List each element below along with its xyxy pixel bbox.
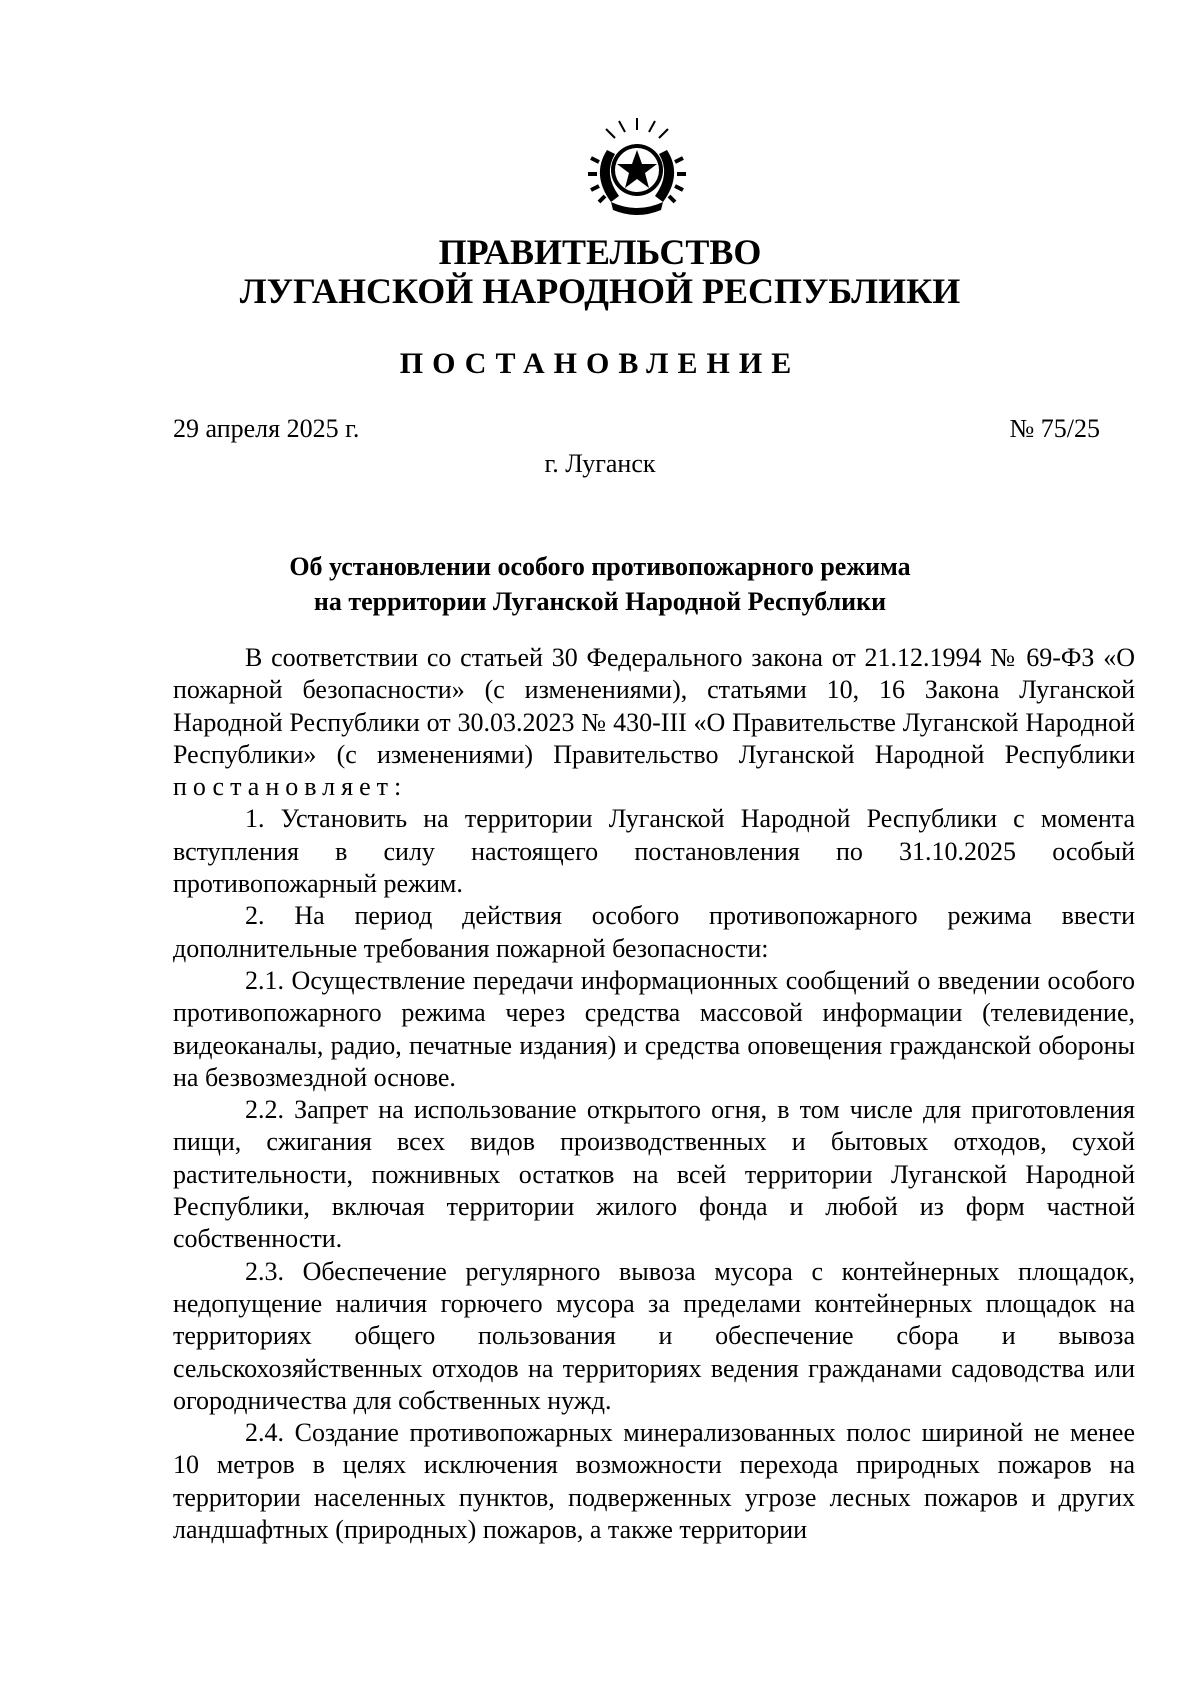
paragraph-1: 1. Установить на территории Луганской Народной Республики с момента вступления в силу настоящего постановления по 31.10.2025 особый противопожарный режим. (173, 804, 1135, 899)
paragraph-2-2: 2.2. Запрет на использование открытого огня, в том числе для приготовления пищи, сжигания всех видов производственных и бытовых отходов, сухой растительности, пожнивных остатков на всей территории Луганской Народной Республики, включая территории жилого фонда и любой из форм частной собственности. (173, 1095, 1135, 1254)
government-name-line2: ЛУГАНСКОЙ НАРОДНОЙ РЕСПУБЛИКИ (239, 271, 961, 311)
paragraph-2-3: 2.3. Обеспечение регулярного вывоза мусора с контейнерных площадок, недопущение наличия горючего мусора за пределами контейнерных площадок на территориях общего пользования и обеспечение сбора и вывоза сельскохозяйственных отходов на территориях ведения гражданами садоводства или огородничества для собственных нужд. (173, 1256, 1135, 1415)
paragraph-2: 2. На период действия особого противопожарного режима ввести дополнительные требования пожарной безопасности: (173, 901, 1135, 963)
title-line2: на территории Луганской Народной Республики (313, 587, 887, 616)
document-title (0, 549, 1200, 619)
preamble-text: В соответствии со статьей 30 Федерального закона от 21.12.1994 № 69-ФЗ «О пожарной безопасности» (с изменениями), статьями 10, 16 Закона Луганской Народной Республики от 30.03.2023 № 430-III «О Правительстве Луганской Народной Республики» (с изменениями) Правительство Луганской Народной Республики (173, 643, 1135, 769)
paragraph-2-4: 2.4. Создание противопожарных минерализованных полос шириной не менее 10 метров в целях исключения возможности перехода природных пожаров на территории населенных пунктов, подверженных угрозе лесных пожаров и других ландшафтных (природных) пожаров, а также территории (173, 1418, 1135, 1545)
document-body (173, 642, 1135, 1546)
title-line1: Об установлении особого противопожарного режима (289, 552, 911, 581)
resolves-text: постановляет: (173, 772, 408, 802)
document-type: ПОСТАНОВЛЕНИЕ (399, 347, 801, 380)
coat-of-arms-icon (577, 110, 697, 220)
paragraph-2-1: 2.1. Осуществление передачи информационных сообщений о введении особого противопожарного режима через средства массовой информации (телевидение, видеоканалы, радио, печатные издания) и средства оповещения гражданской обороны на безвозмездной основе. (173, 965, 1135, 1092)
government-name-line1: ПРАВИТЕЛЬСТВО (438, 232, 762, 272)
preamble-paragraph (173, 642, 1135, 803)
document-number: № 75/25 (1009, 414, 1100, 443)
document-city: г. Луганск (544, 449, 656, 478)
document-date: 29 апреля 2025 г. (173, 414, 360, 443)
